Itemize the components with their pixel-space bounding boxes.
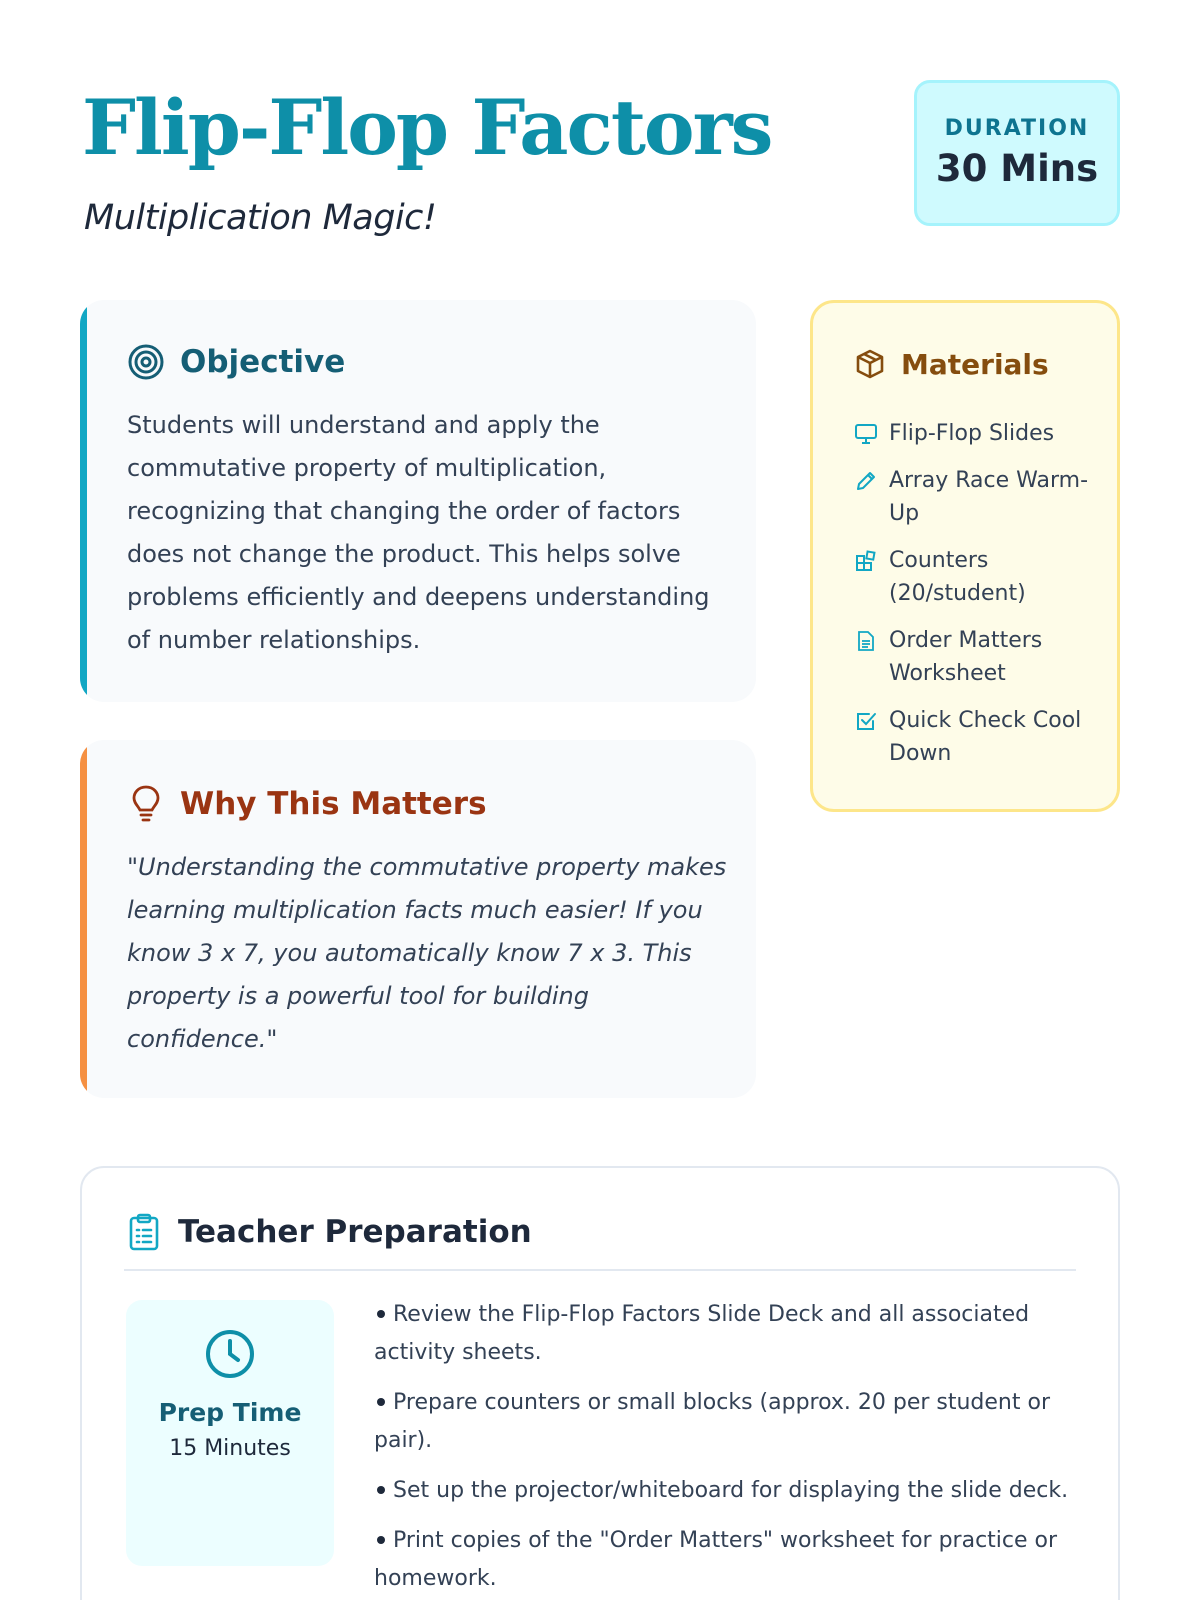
divider	[124, 1269, 1076, 1271]
material-label: Order Matters Worksheet	[889, 628, 1043, 686]
material-label: Flip-Flop Slides	[889, 421, 1055, 446]
package-icon	[853, 347, 887, 381]
objective-card	[80, 300, 756, 702]
page-title: Flip-Flop Factors	[82, 83, 772, 172]
duration-badge	[914, 80, 1120, 226]
monitor-icon	[853, 417, 879, 450]
prep-title: Teacher Preparation	[178, 1214, 532, 1250]
materials-heading	[853, 347, 1049, 381]
objective-title: Objective	[180, 344, 346, 380]
teacher-prep-card	[80, 1166, 1120, 1600]
pencil-icon	[853, 464, 879, 497]
material-label: Counters (20/student)	[889, 548, 1026, 606]
bullet	[377, 1536, 385, 1544]
prep-checklist	[374, 1296, 1084, 1600]
why-accent-bar	[80, 740, 87, 1098]
list-item	[853, 417, 1103, 450]
target-icon	[126, 342, 166, 382]
why-matters-card	[80, 740, 756, 1098]
clock-icon	[204, 1328, 256, 1380]
objective-text: Students will understand and apply the commutative property of multiplication, recognizing that changing the order of factors does not change the product. This helps solve problems efficiently and deepens understanding of number relationships.	[127, 411, 710, 654]
bullet	[377, 1310, 385, 1318]
prep-item-text: Print copies of the "Order Matters" worksheet for practice or homework.	[374, 1528, 1058, 1591]
document-icon	[853, 624, 879, 657]
materials-card	[810, 300, 1120, 812]
clipboard-icon	[126, 1212, 162, 1252]
prep-time-box	[126, 1300, 334, 1566]
list-item	[374, 1296, 1084, 1372]
why-title: Why This Matters	[180, 786, 487, 822]
bullet	[377, 1486, 385, 1494]
why-text: "Understanding the commutative property makes learning multiplication facts much easier! If you know 3 x 7, you automatically know 7 x 3. This property is a powerful tool for building confidence."	[127, 853, 727, 1053]
lightbulb-icon	[126, 784, 166, 824]
list-item	[853, 624, 1103, 690]
material-label: Array Race Warm-Up	[889, 468, 1089, 526]
prep-time-label: Prep Time	[158, 1398, 302, 1427]
prep-item-text: Prepare counters or small blocks (approx. 20 per student or pair).	[374, 1390, 1051, 1453]
list-item	[374, 1472, 1084, 1510]
blocks-icon	[853, 544, 879, 577]
duration-label: DURATION	[944, 116, 1090, 141]
prep-time-value: 15 Minutes	[169, 1436, 291, 1461]
list-item	[374, 1522, 1084, 1598]
list-item	[853, 544, 1103, 610]
checkbox-icon	[853, 704, 879, 737]
materials-title: Materials	[901, 347, 1049, 381]
material-label: Quick Check Cool Down	[889, 708, 1082, 766]
bullet	[377, 1398, 385, 1406]
prep-item-text: Review the Flip-Flop Factors Slide Deck and all associated activity sheets.	[374, 1302, 1030, 1365]
prep-item-text: Set up the projector/whiteboard for displaying the slide deck.	[393, 1478, 1069, 1503]
materials-list	[853, 417, 1103, 784]
why-heading	[126, 784, 487, 824]
list-item	[853, 704, 1103, 770]
objective-heading	[126, 342, 345, 382]
list-item	[853, 464, 1103, 530]
prep-heading	[126, 1212, 532, 1252]
duration-value: 30 Mins	[935, 147, 1099, 190]
objective-accent-bar	[80, 300, 87, 702]
list-item	[374, 1384, 1084, 1460]
page-subtitle: Multiplication Magic!	[84, 198, 437, 238]
